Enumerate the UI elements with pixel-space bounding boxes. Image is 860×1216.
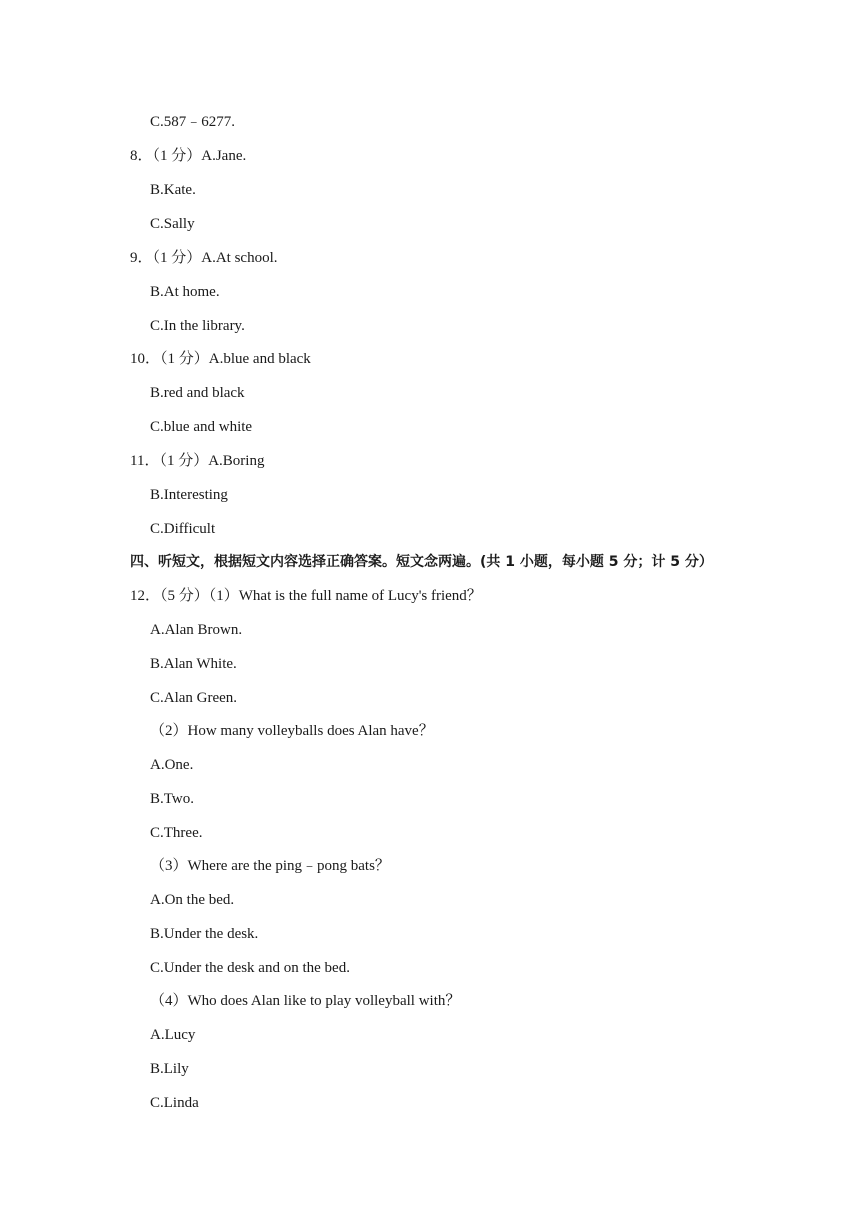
option-7c: C.587﹣6277.: [150, 114, 236, 130]
option-9b: B.At home.: [150, 284, 220, 300]
option-12-4b: B.Lily: [150, 1061, 189, 1077]
question-9: 9．（1 分）A.At school.: [130, 250, 278, 266]
question-8: 8．（1 分）A.Jane.: [130, 148, 247, 164]
question-10: 10．（1 分）A.blue and black: [130, 351, 311, 367]
option-12-1b: B.Alan White.: [150, 656, 237, 672]
option-12-1a: A.Alan Brown.: [150, 622, 243, 638]
option-9c: C.In the library.: [150, 318, 245, 334]
option-10c: C.blue and white: [150, 419, 253, 435]
option-12-3a: A.On the bed.: [150, 892, 235, 908]
option-12-3c: C.Under the desk and on the bed.: [150, 960, 350, 976]
option-10b: B.red and black: [150, 385, 245, 401]
option-12-3b: B.Under the desk.: [150, 926, 259, 942]
option-12-4c: C.Linda: [150, 1095, 199, 1111]
option-11c: C.Difficult: [150, 521, 216, 537]
subquestion-12-2: （2）How many volleyballs does Alan have？: [150, 723, 434, 739]
option-12-4a: A.Lucy: [150, 1027, 196, 1043]
option-11b: B.Interesting: [150, 487, 228, 503]
question-11: 11．（1 分）A.Boring: [130, 453, 265, 469]
option-8b: B.Kate.: [150, 182, 196, 198]
subquestion-12-3: （3）Where are the ping﹣pong bats？: [150, 858, 390, 874]
question-12: 12．（5 分）（1）What is the full name of Lucy's friend？: [130, 588, 482, 604]
option-8c: C.Sally: [150, 216, 195, 232]
option-12-2b: B.Two.: [150, 791, 194, 807]
option-12-2a: A.One.: [150, 757, 194, 773]
subquestion-12-4: （4）Who does Alan like to play volleyball with？: [150, 993, 461, 1009]
option-12-1c: C.Alan Green.: [150, 690, 238, 706]
section-heading-4: 四、听短文，根据短文内容选择正确答案。短文念两遍。(共 1 小题，每小题 5 分；计 5 分）: [130, 554, 713, 570]
option-12-2c: C.Three.: [150, 825, 203, 841]
